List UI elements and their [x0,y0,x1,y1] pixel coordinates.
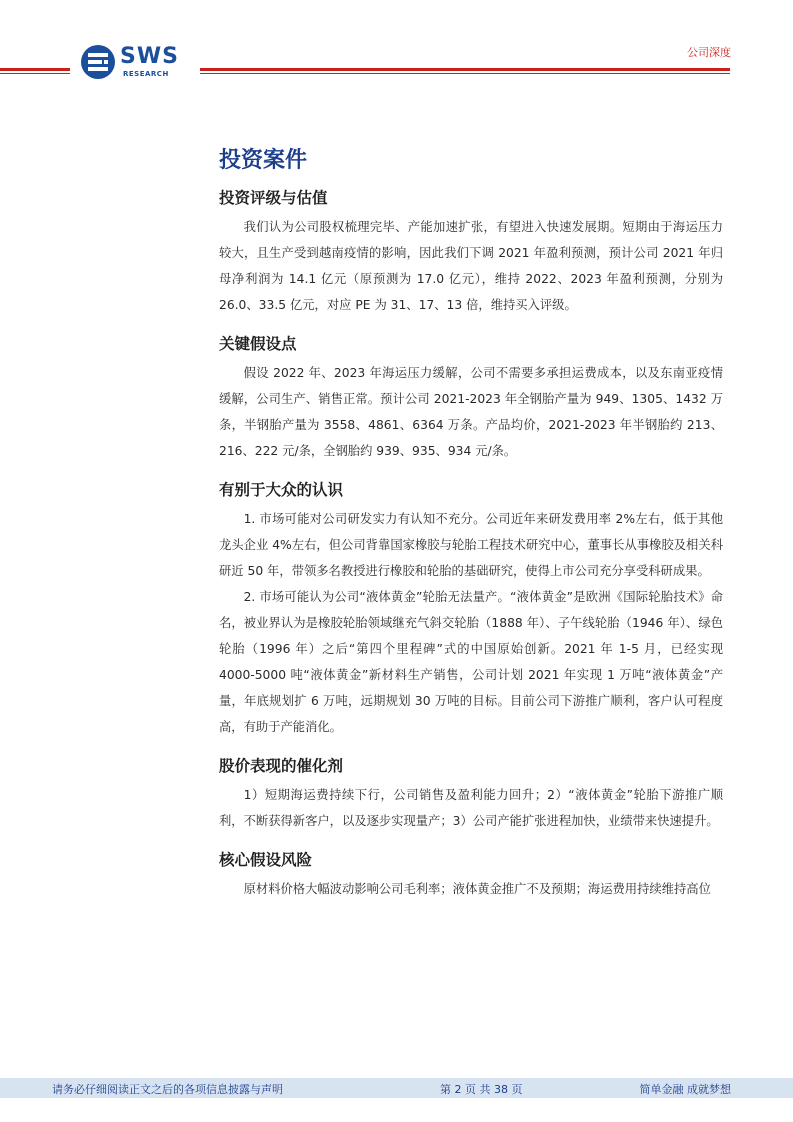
paragraph: 2. 市场可能认为公司“液体黄金”轮胎无法量产。“液体黄金”是欧洲《国际轮胎技术》命名，被业界认为是橡胶轮胎领域继充气斜交轮胎（1888 年）、子午线轮胎（1946 年）、绿色轮胎（1996 年）之后“第四个里程碑”式的中国原始创新。2021 年 1-5 月，已经实现 4000-5000 吨“液体黄金”新材料生产销售，公司计划 2021 年实现 1 万吨“液体黄金”产量，年底规划扩 6 万吨，远期规划 30 万吨的目标。目前公司下游推广顺利，客户认可程度高，有助于产能消化。 [219,590,723,734]
header-rule-left [0,68,70,71]
section-differentiated-view [219,478,723,740]
footer-page-number: 第 2 页 共 38 页 [440,1083,523,1096]
paragraph: 1）短期海运费持续下行，公司销售及盈利能力回升；2）“液体黄金”轮胎下游推广顺利，不断获得新客户，以及逐步实现量产；3）公司产能扩张进程加快，业绩带来快速提升。 [219,788,723,828]
section-title: 核心假设风险 [219,851,313,869]
section-key-assumptions [219,332,723,464]
section-catalysts [219,754,723,834]
footer-slogan: 简单金融 成就梦想 [639,1083,731,1096]
sws-logo [80,44,190,80]
footer-disclaimer: 请务必仔细阅读正文之后的各项信息披露与声明 [52,1083,283,1096]
section-title: 有别于大众的认识 [219,481,344,499]
section-rating-valuation [219,186,723,318]
paragraph: 原材料价格大幅波动影响公司毛利率；液体黄金推广不及预期；海运费用持续维持高位 [243,882,711,896]
logo-subtext: RESEARCH [123,70,169,78]
logo-text: SWS [120,44,179,69]
paragraph: 1. 市场可能对公司研发实力有认知不充分。公司近年来研发费用率 2%左右，低于其他龙头企业 4%左右，但公司背靠国家橡胶与轮胎工程技术研究中心，董事长从事橡胶及相关科研近 50 年，带领多名教授进行橡胶和轮胎的基础研究，使得上市公司充分享受科研成果。 [219,512,723,578]
paragraph: 我们认为公司股权梳理完毕、产能加速扩张，有望进入快速发展期。短期由于海运压力较大，且生产受到越南疫情的影响，因此我们下调 2021 年盈利预测，预计公司 2021 年归母净利润为 14.1 亿元（原预测为 17.0 亿元），维持 2022、2023 年盈利预测，分别为 26.0、33.5 亿元，对应 PE 为 31、17、13 倍，维持买入评级。 [219,220,723,312]
section-title: 投资评级与估值 [219,189,328,207]
paragraph: 假设 2022 年、2023 年海运压力缓解，公司不需要多承担运费成本，以及东南亚疫情缓解，公司生产、销售正常。预计公司 2021-2023 年全钢胎产量为 949、1305、1432 万条，半钢胎产量为 3558、4861、6364 万条。产品均价，2021-2023 年半钢胎约 213、216、222 元/条，全钢胎约 939、935、934 元/条。 [219,366,723,458]
header-rule-right [200,68,730,71]
section-risks [219,848,723,902]
section-title: 股价表现的催化剂 [219,757,344,775]
header-rule-left-thin [0,73,70,74]
main-content [219,146,723,916]
report-type-label: 公司深度 [687,46,731,59]
page-footer [0,1078,793,1098]
header-rule-right-thin [200,73,730,74]
section-title: 关键假设点 [219,335,297,353]
page-title: 投资案件 [219,148,308,173]
sws-logo-icon [80,44,116,80]
